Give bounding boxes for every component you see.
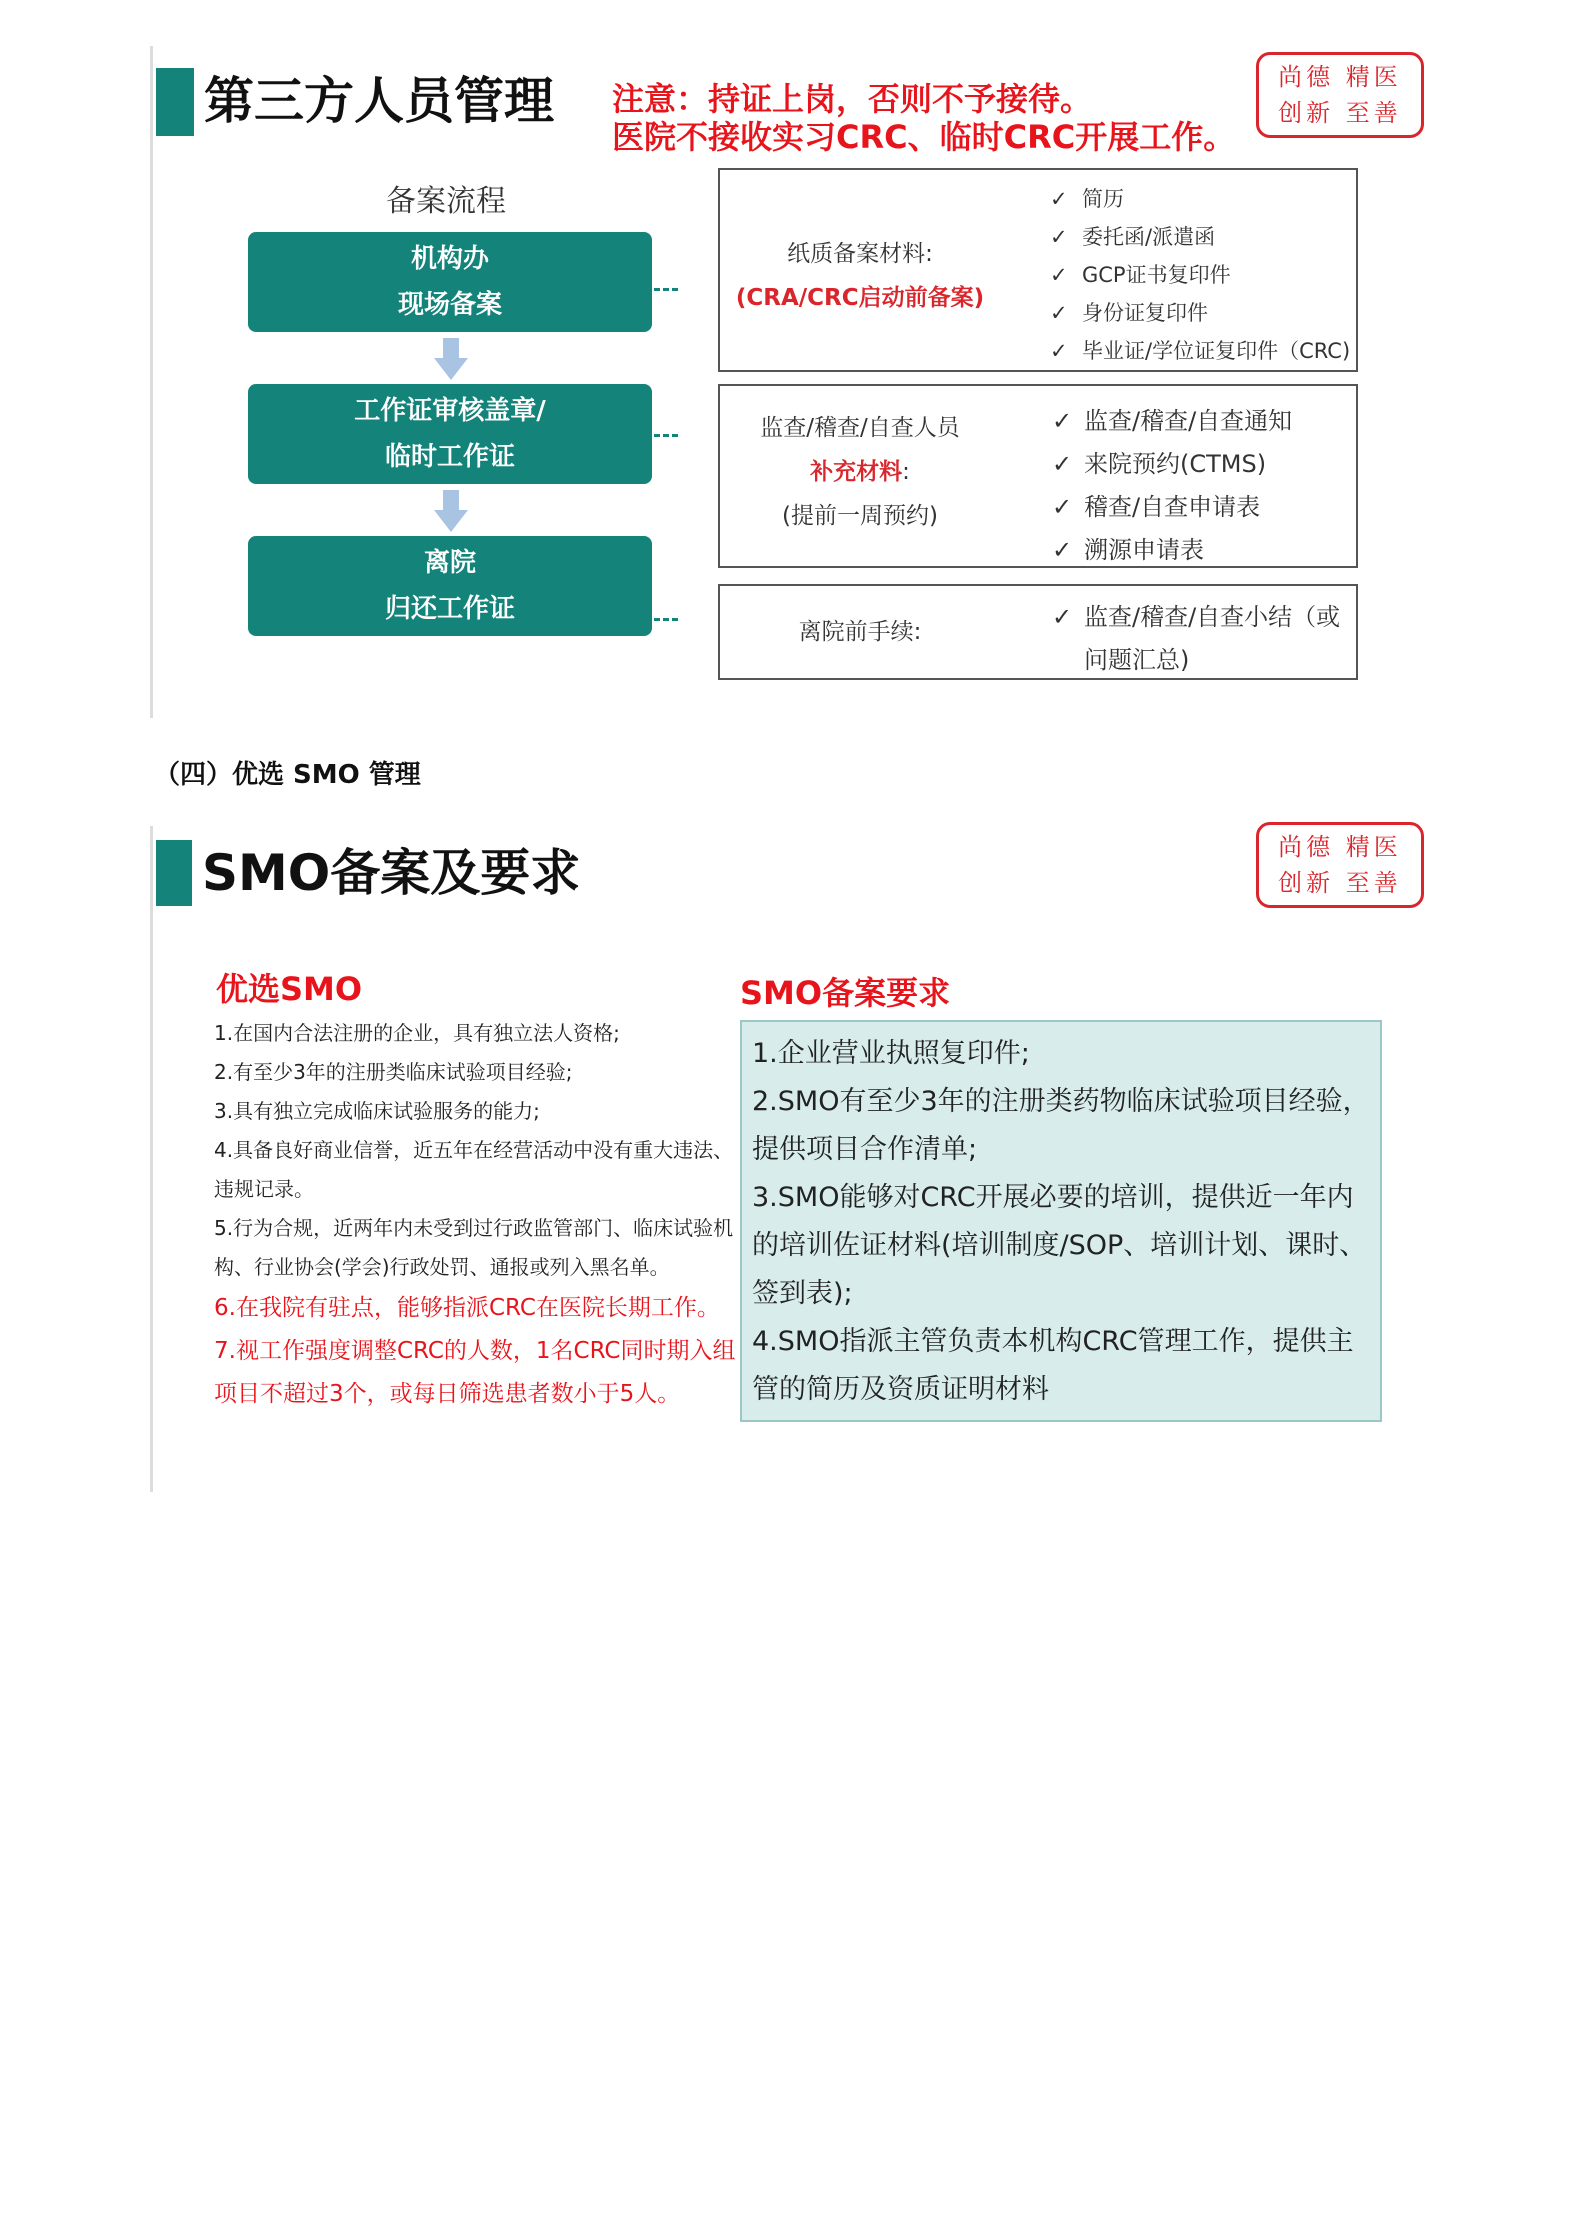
checklist-item: ✓ 身份证复印件	[1050, 294, 1350, 332]
monitor-materials-box	[718, 384, 1358, 568]
section-heading: （四）优选 SMO 管理	[154, 760, 421, 790]
paper-filing-label-line2: (CRA/CRC启动前备案)	[735, 285, 985, 311]
monitor-materials-checklist	[1052, 400, 1292, 572]
checklist-item: ✓ GCP证书复印件	[1050, 256, 1350, 294]
flow-step-2	[248, 384, 652, 484]
checklist-item: ✓ 简历	[1050, 180, 1350, 218]
smo-requirement: 1.企业营业执照复印件;	[752, 1038, 1030, 1069]
slide2-title-accent	[156, 840, 192, 906]
paper-filing-label-line1: 纸质备案材料:	[787, 241, 933, 267]
connector-dash	[654, 434, 678, 437]
smo-criterion: 2.有至少3年的注册类临床试验项目经验;	[214, 1060, 573, 1084]
stamp-line-1: 尚德 精医	[1278, 833, 1402, 861]
connector-dash	[654, 288, 678, 291]
smo-criterion: 6.在我院有驻点，能够指派CRC在医院长期工作。	[214, 1295, 720, 1321]
flow-step-3-line2: 归还工作证	[384, 594, 515, 624]
checklist-item-continuation: 问题汇总)	[1084, 646, 1190, 674]
slide1-left-border	[150, 46, 153, 718]
smo-criterion: 4.具备良好商业信誉，近五年在经营活动中没有重大违法、违规记录。	[214, 1138, 734, 1201]
flow-step-3	[248, 536, 652, 636]
smo-requirements-box	[740, 1020, 1382, 1422]
smo-requirements-heading: SMO备案要求	[740, 974, 951, 1012]
down-arrow-icon	[434, 338, 468, 380]
notice-line-1: 注意：持证上岗，否则不予接待。	[612, 80, 1093, 118]
flow-step-2-line2: 临时工作证	[384, 442, 515, 472]
smo-criterion: 3.具有独立完成临床试验服务的能力;	[214, 1099, 540, 1123]
preferred-smo-heading: 优选SMO	[216, 970, 363, 1008]
monitor-materials-label	[730, 406, 990, 538]
stamp-line-1: 尚德 精医	[1278, 63, 1402, 91]
hospital-motto-stamp	[1256, 822, 1424, 908]
checklist-item: ✓ 来院预约(CTMS)	[1052, 443, 1292, 486]
checklist-item: ✓ 委托函/派遣函	[1050, 218, 1350, 256]
checklist-item: ✓ 监查/稽查/自查通知	[1052, 400, 1292, 443]
slide2-title: SMO备案及要求	[202, 844, 581, 902]
smo-criterion: 1.在国内合法注册的企业，具有独立法人资格;	[214, 1021, 620, 1045]
smo-requirement: 3.SMO能够对CRC开展必要的培训，提供近一年内的培训佐证材料(培训制度/SOP、培训计划、课时、签到表);	[752, 1182, 1367, 1309]
preferred-smo-list	[214, 1014, 738, 1416]
paper-filing-box	[718, 168, 1358, 372]
flow-step-1	[248, 232, 652, 332]
monitor-materials-line2-suffix: :	[902, 459, 910, 485]
checklist-item: ✓ 毕业证/学位证复印件（CRC)	[1050, 332, 1350, 370]
paper-filing-checklist	[1050, 180, 1350, 370]
flow-step-1-line1: 机构办	[410, 244, 489, 274]
notice-line-2: 医院不接收实习CRC、临时CRC开展工作。	[612, 118, 1236, 156]
slide2-left-border	[150, 826, 153, 1492]
smo-criterion: 5.行为合规，近两年内未受到过行政监管部门、临床试验机构、行业协会(学会)行政处罚、通报或列入黑名单。	[214, 1216, 734, 1279]
stamp-line-2: 创新 至善	[1278, 869, 1402, 897]
smo-criterion: 7.视工作强度调整CRC的人数，1名CRC同时期入组项目不超过3个，或每日筛选患者数小于5人。	[214, 1338, 736, 1407]
down-arrow-icon	[434, 490, 468, 532]
flow-step-2-line1: 工作证审核盖章/	[354, 396, 546, 426]
flow-step-1-line2: 现场备案	[397, 290, 502, 320]
monitor-materials-line3: (提前一周预约)	[782, 503, 938, 529]
monitor-materials-line1: 监查/稽查/自查人员	[760, 415, 960, 441]
checklist-item: ✓ 监查/稽查/自查小结（或	[1052, 596, 1340, 639]
connector-dash	[654, 618, 678, 621]
slide1-title-accent	[156, 68, 194, 136]
flow-step-3-line1: 离院	[423, 548, 476, 578]
checklist-item: ✓ 稽查/自查申请表	[1052, 486, 1292, 529]
stamp-line-2: 创新 至善	[1278, 99, 1402, 127]
paper-filing-label	[730, 232, 990, 320]
smo-requirement: 2.SMO有至少3年的注册类药物临床试验项目经验，提供项目合作清单;	[752, 1086, 1370, 1165]
checklist-item: ✓ 溯源申请表	[1052, 529, 1292, 572]
leaving-procedures-label: 离院前手续:	[798, 619, 922, 645]
slide1-title: 第三方人员管理	[204, 72, 554, 130]
flow-title: 备案流程	[386, 184, 506, 219]
smo-requirement: 4.SMO指派主管负责本机构CRC管理工作，提供主管的简历及资质证明材料	[752, 1326, 1354, 1405]
leaving-procedures-box	[718, 584, 1358, 680]
leaving-procedures-checklist	[1052, 596, 1340, 639]
hospital-motto-stamp	[1256, 52, 1424, 138]
monitor-materials-line2: 补充材料	[810, 459, 903, 485]
